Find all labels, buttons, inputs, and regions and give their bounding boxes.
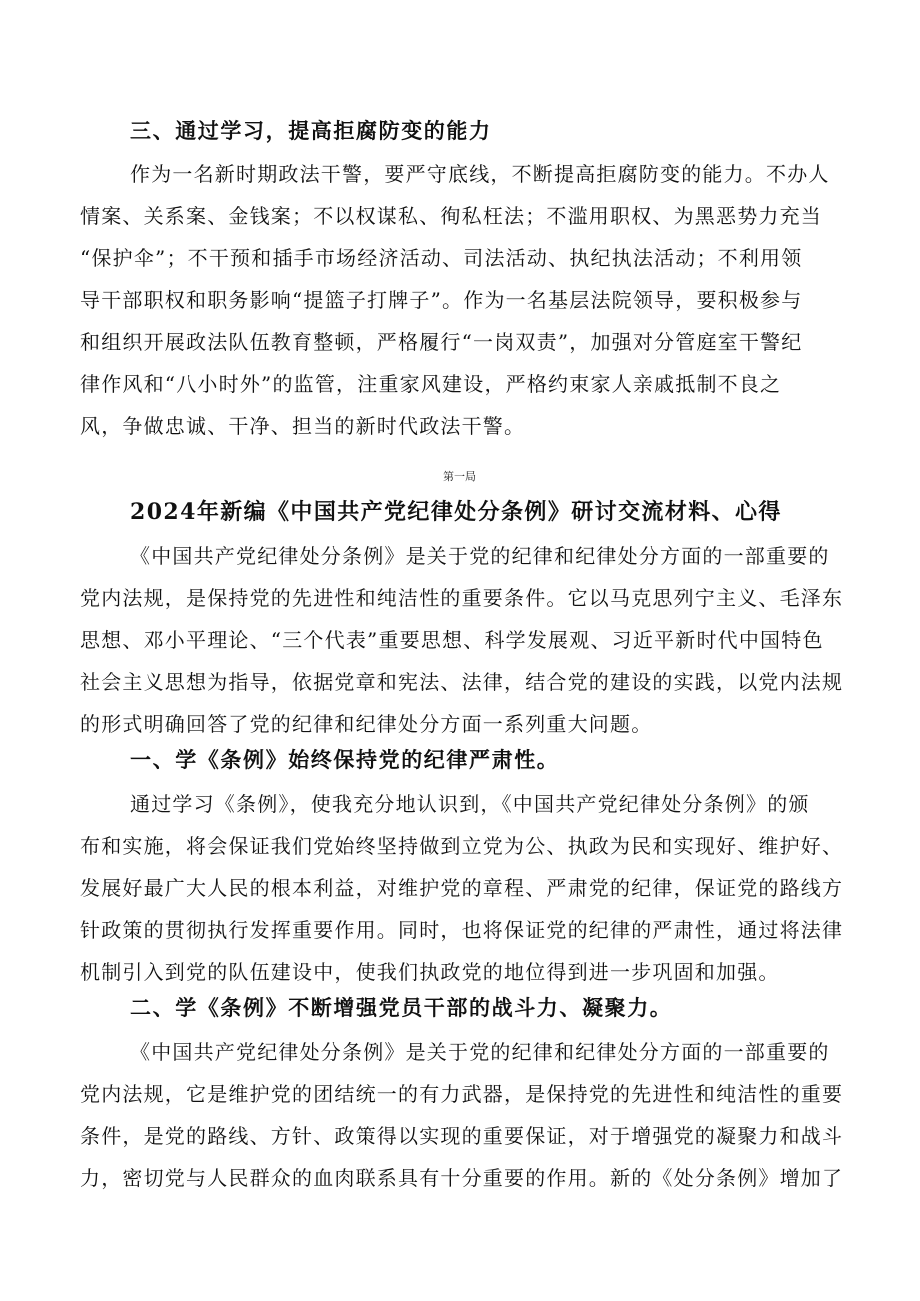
paragraph-line: 的形式明确回答了党的纪律和纪律处分方面一系列重大问题。 [80, 712, 653, 736]
section-divider-label: 第一局 [443, 470, 476, 483]
paragraph-line: 条件，是党的路线、方针、政策得以实现的重要保证，对于增强党的凝聚力和战斗 [80, 1124, 844, 1148]
section-heading-one: 一、学《条例》始终保持党的纪律严肃性。 [130, 747, 560, 772]
paragraph-line: 党内法规，是保持党的先进性和纯洁性的重要条件。它以马克思列宁主义、毛泽东 [80, 586, 844, 610]
paragraph-line: 布和实施，将会保证我们党始终坚持做到立党为公、执政为民和实现好、维护好、 [80, 834, 844, 858]
section-heading-three: 三、通过学习，提高拒腐防变的能力 [130, 118, 492, 143]
paragraph-line: 党内法规，它是维护党的团结统一的有力武器，是保持党的先进性和纯洁性的重要 [80, 1082, 844, 1106]
paragraph-line: 力，密切党与人民群众的血肉联系具有十分重要的作用。新的《处分条例》增加了 [80, 1166, 844, 1190]
paragraph-line: 导干部职权和职务影响“提篮子打牌子”。作为一名基层法院领导，要积极参与 [80, 288, 803, 312]
paragraph-line: 通过学习《条例》，使我充分地认识到，《中国共产党纪律处分条例》的颁 [130, 792, 810, 816]
paragraph-line: 《中国共产党纪律处分条例》是关于党的纪律和纪律处分方面的一部重要的 [130, 544, 830, 568]
paragraph-line: 律作风和“八小时外”的监管，注重家风建设，严格约束家人亲戚抵制不良之 [80, 372, 782, 396]
paragraph-line: 情案、关系案、金钱案；不以权谋私、徇私枉法；不滥用职权、为黑恶势力充当 [80, 204, 822, 228]
document-title: 2024年新编《中国共产党纪律处分条例》研讨交流材料、心得 [130, 499, 782, 525]
section-heading-two: 二、学《条例》不断增强党员干部的战斗力、凝聚力。 [130, 995, 673, 1020]
paragraph-line: “保护伞”；不干预和插手市场经济活动、司法活动、执纪执法活动；不利用领 [80, 246, 803, 270]
paragraph-line: 《中国共产党纪律处分条例》是关于党的纪律和纪律处分方面的一部重要的 [130, 1040, 830, 1064]
paragraph-line: 风，争做忠诚、干净、担当的新时代政法干警。 [80, 414, 526, 438]
paragraph-line: 和组织开展政法队伍教育整顿，严格履行“一岗双责”，加强对分管庭室干警纪 [80, 330, 803, 354]
paragraph-line: 针政策的贯彻执行发挥重要作用。同时，也将保证党的纪律的严肃性，通过将法律 [80, 918, 844, 942]
paragraph-line: 机制引入到党的队伍建设中，使我们执政党的地位得到进一步巩固和加强。 [80, 960, 780, 984]
paragraph-line: 发展好最广大人民的根本利益，对维护党的章程、严肃党的纪律，保证党的路线方 [80, 876, 844, 900]
paragraph-line: 作为一名新时期政法干警，要严守底线，不断提高拒腐防变的能力。不办人 [130, 162, 830, 186]
paragraph-line: 社会主义思想为指导，依据党章和宪法、法律，结合党的建设的实践，以党内法规 [80, 670, 844, 694]
paragraph-line: 思想、邓小平理论、“三个代表”重要思想、科学发展观、习近平新时代中国特色 [80, 628, 824, 652]
